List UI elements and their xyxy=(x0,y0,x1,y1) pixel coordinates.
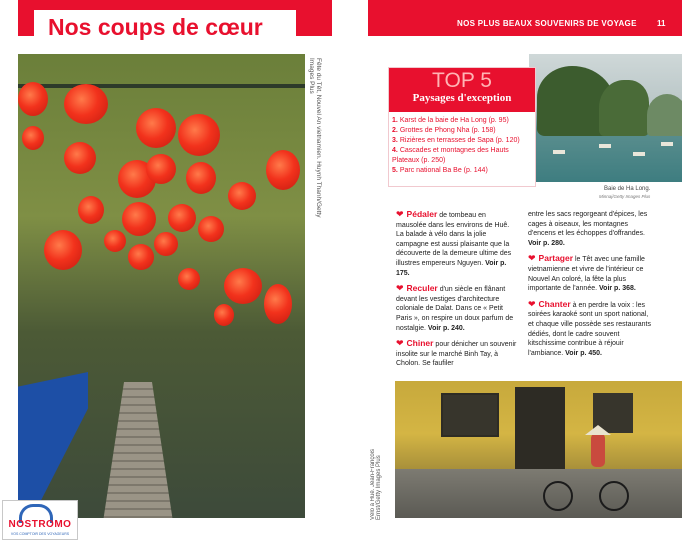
photo-credit: Fête du Têt, Nouvel An vietnamien. Huynh Thanh/Getty Images Plus xyxy=(308,58,322,218)
top5-item: 4. Cascades et montagnes des Hauts Plateaux (p. 250) xyxy=(392,147,509,164)
hue-caption: Vélo à Huê. Jean-François Ernst/Getty Images Plus xyxy=(370,448,382,520)
highlight-item: ❤ Chiner pour dénicher un souvenir insolite sur le marché Binh Tay, à Cholon. Se faufiler xyxy=(396,338,517,368)
top5-title: TOP 5 xyxy=(432,69,492,92)
page-number: 11 xyxy=(657,19,666,28)
top5-box xyxy=(389,68,535,186)
highlight-item: ❤ Chanter à en perdre la voix : les soirées karaoké sont un sport national, et chaque ville possède ses restaurants dédiés, dont le cadre souvent kitschissime contribue à réjouir l'ambiance. Voir p. 450. xyxy=(528,298,651,357)
highlight-item: ❤ Reculer d'un siècle en flânant devant les vestiges d'architecture coloniale de Dalat. Dans ce « Petit Paris », on respire un doux parfum de nostalgie. Voir p. 240. xyxy=(396,283,514,332)
heart-icon: ❤ xyxy=(396,209,404,219)
heart-icon: ❤ xyxy=(528,298,536,309)
heart-icon: ❤ xyxy=(396,283,404,294)
top5-item: 2. Grottes de Phong Nha (p. 158) xyxy=(392,127,496,134)
top5-list xyxy=(392,116,534,176)
top5-item: 3. Rizières en terrasses de Sapa (p. 120) xyxy=(392,137,520,144)
top5-item: 5. Parc national Ba Be (p. 144) xyxy=(392,167,488,174)
halong-photo xyxy=(529,54,682,182)
heart-icon: ❤ xyxy=(396,338,404,349)
halong-caption: Baie de Ha Long. xyxy=(604,186,651,192)
top5-item: 1. Karst de la baie de Ha Long (p. 95) xyxy=(392,117,509,124)
highlight-item-continued: entre les sacs regorgeant d'épices, les cages à oiseaux, les montagnes d'encens et les échoppes d'offrandes. Voir p. 280. xyxy=(528,211,648,247)
logo-name: NOSTROMO xyxy=(8,519,72,530)
highlight-item: ❤ Pédaler de tombeau en mausolée dans les environs de Huê. La balade à vélo dans la jolie campagne est aussi plaisante que la découverte de la demeure ultime des illustres empereurs Nguyen. Voir p. 175. xyxy=(396,209,512,277)
text-column-1 xyxy=(396,210,518,375)
page-title: Nos coups de cœur xyxy=(34,10,296,44)
highlight-item: ❤ Partager le Têt avec une famille vietnamienne et vivre de l'intérieur ce Nouvel An coloré, la fête la plus importante de l'année. Voir p. 368. xyxy=(528,253,645,293)
halong-credit: Minnaj/Getty Images Plus xyxy=(599,194,651,199)
heart-icon: ❤ xyxy=(528,253,536,264)
text-column-2 xyxy=(528,210,656,364)
logo-tagline: VOS COMPTOIR DES VOYAGEURS xyxy=(10,532,70,536)
lanterns-photo xyxy=(18,54,305,518)
nostromo-logo[interactable] xyxy=(2,500,78,540)
section-header: NOS PLUS BEAUX SOUVENIRS DE VOYAGE xyxy=(457,19,637,28)
top5-subtitle: Paysages d'exception xyxy=(412,92,512,104)
hue-cyclist-photo xyxy=(395,381,682,518)
right-header-band xyxy=(368,0,682,36)
